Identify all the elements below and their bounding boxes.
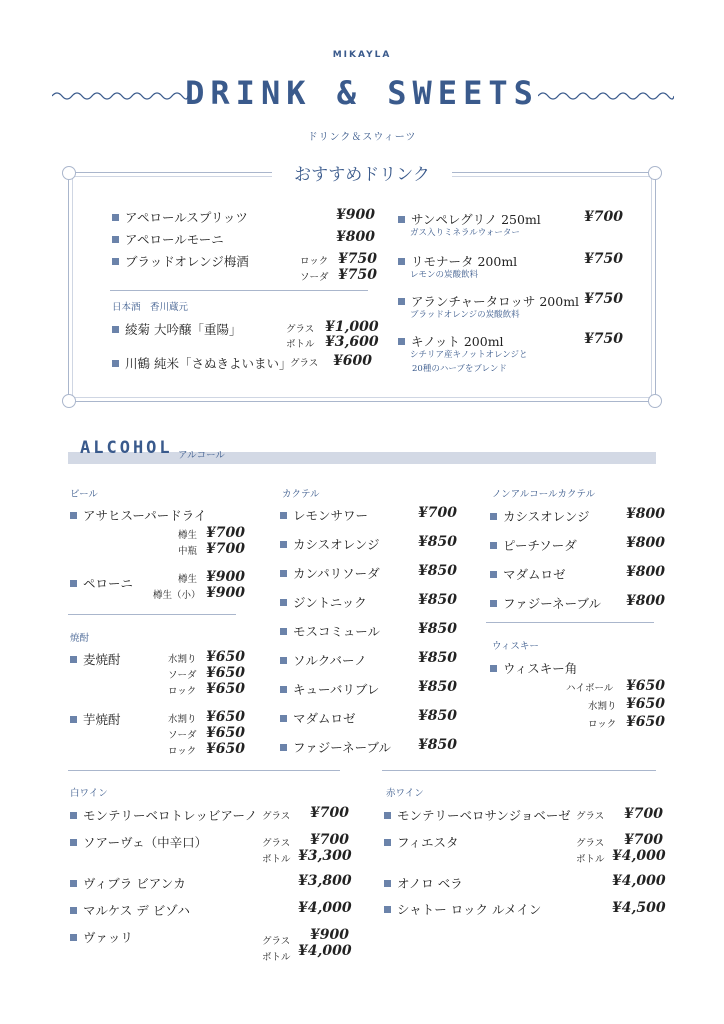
price: ¥650: [206, 709, 245, 725]
price: ¥4,500: [612, 900, 666, 916]
option-label: ロック: [168, 746, 197, 757]
price: ¥800: [626, 564, 665, 580]
list-item: シャトー ロック ルメイン: [384, 900, 541, 918]
option-label: 水割り: [588, 701, 617, 712]
bullet-square-icon: [280, 657, 287, 664]
price: ¥800: [626, 535, 665, 551]
list-item: ソアーヴェ（中辛口）: [70, 833, 207, 851]
price: ¥850: [418, 534, 457, 550]
price: ¥650: [626, 696, 665, 712]
brand-name: MIKAYLA: [332, 50, 392, 60]
bullet-square-icon: [70, 716, 77, 723]
bullet-square-icon: [70, 656, 77, 663]
wave-ornament-right: [538, 90, 674, 102]
alcohol-title: ALCOHOL: [80, 438, 173, 458]
price: ¥700: [624, 832, 663, 848]
divider: [486, 622, 654, 623]
list-item: ファジーネーブル: [490, 594, 601, 612]
bullet-square-icon: [384, 812, 391, 819]
price: ¥1,000: [325, 319, 379, 335]
bullet-square-icon: [280, 570, 287, 577]
option-label: 水割り: [168, 654, 197, 665]
price: ¥700: [206, 541, 245, 557]
list-item: ブラッドオレンジ梅酒: [112, 252, 249, 270]
price: ¥900: [206, 569, 245, 585]
list-item: カンパリソーダ: [280, 564, 380, 582]
list-item: 綾菊 大吟醸「重陽」: [112, 320, 241, 338]
bullet-square-icon: [70, 907, 77, 914]
price: ¥700: [584, 209, 623, 225]
category-label-red-wine: 赤ワイン: [386, 788, 424, 799]
price: ¥650: [626, 714, 665, 730]
option-label: ロック: [168, 686, 197, 697]
option-label: グラス: [262, 936, 291, 947]
list-item: サンペレグリノ 250ml: [398, 210, 541, 228]
option-label: ハイボール: [566, 683, 614, 694]
item-note: 20種のハーブをブレンド: [412, 364, 507, 374]
option-label: グラス: [576, 838, 605, 849]
price: ¥600: [333, 353, 372, 369]
list-item: キノット 200ml: [398, 332, 504, 350]
list-item: ソルクバーノ: [280, 651, 367, 669]
price: ¥4,000: [298, 943, 352, 959]
bullet-square-icon: [112, 236, 119, 243]
bullet-square-icon: [112, 360, 119, 367]
price: ¥850: [418, 563, 457, 579]
bullet-square-icon: [70, 812, 77, 819]
price: ¥850: [418, 650, 457, 666]
list-item: ファジーネーブル: [280, 738, 391, 756]
price: ¥800: [626, 506, 665, 522]
option-label: 樽生: [178, 530, 198, 541]
bullet-square-icon: [398, 338, 405, 345]
option-label: 中瓶: [178, 546, 198, 557]
list-item: ヴァッリ: [70, 928, 133, 946]
bullet-square-icon: [112, 214, 119, 221]
price: ¥700: [624, 806, 663, 822]
price: ¥750: [338, 267, 377, 283]
price: ¥750: [584, 251, 623, 267]
item-note: ガス入りミネラルウォーター: [410, 228, 520, 238]
price: ¥900: [310, 927, 349, 943]
list-item: モンテリーベロトレッビアーノ: [70, 806, 257, 824]
option-label: ボトル: [286, 339, 315, 350]
price: ¥3,600: [325, 334, 379, 350]
bullet-square-icon: [280, 715, 287, 722]
option-label: ソーダ: [168, 730, 197, 741]
category-label-white-wine: 白ワイン: [70, 788, 108, 799]
list-item: ペローニ: [70, 574, 133, 592]
bullet-square-icon: [70, 880, 77, 887]
price: ¥4,000: [612, 873, 666, 889]
list-item: 川鶴 純米「さぬきよいまい」: [112, 354, 291, 372]
price: ¥650: [206, 741, 245, 757]
bullet-square-icon: [398, 298, 405, 305]
bullet-square-icon: [490, 542, 497, 549]
item-note: シチリア産キノットオレンジと: [410, 350, 528, 360]
option-label: ソーダ: [168, 670, 197, 681]
bullet-square-icon: [490, 600, 497, 607]
frame-corner-ornament: [648, 166, 662, 180]
bullet-square-icon: [384, 906, 391, 913]
price: ¥900: [206, 585, 245, 601]
alcohol-subtitle: アルコール: [178, 450, 225, 461]
frame-corner-ornament: [648, 394, 662, 408]
price: ¥700: [206, 525, 245, 541]
bullet-square-icon: [398, 216, 405, 223]
price: ¥4,000: [298, 900, 352, 916]
option-label: ボトル: [262, 952, 291, 963]
bullet-square-icon: [70, 512, 77, 519]
list-item: アランチャータロッサ 200ml: [398, 292, 579, 310]
bullet-square-icon: [280, 686, 287, 693]
list-item: キューバリブレ: [280, 680, 379, 698]
bullet-square-icon: [280, 628, 287, 635]
divider: [68, 614, 236, 615]
list-item: マルケス デ ビゾハ: [70, 901, 190, 919]
frame-corner-ornament: [62, 394, 76, 408]
list-item: マダムロゼ: [490, 565, 566, 583]
bullet-square-icon: [112, 258, 119, 265]
price: ¥750: [584, 291, 623, 307]
bullet-square-icon: [490, 513, 497, 520]
bullet-square-icon: [490, 665, 497, 672]
category-label-whisky: ウィスキー: [492, 641, 539, 652]
price: ¥850: [418, 679, 457, 695]
divider: [68, 770, 340, 771]
price: ¥700: [310, 832, 349, 848]
list-item: ジントニック: [280, 593, 367, 611]
list-item: ヴィブラ ビアンカ: [70, 874, 186, 892]
option-label: ボトル: [576, 854, 605, 865]
price: ¥800: [336, 229, 375, 245]
item-note: ブラッドオレンジの炭酸飲料: [410, 310, 520, 320]
category-label-shochu: 焼酎: [70, 633, 90, 644]
price: ¥850: [418, 592, 457, 608]
list-item: ウィスキー角: [490, 659, 577, 677]
page-subtitle: ドリンク＆スウィーツ: [307, 132, 417, 143]
option-label: 樽生: [178, 574, 198, 585]
list-item: リモナータ 200ml: [398, 252, 517, 270]
option-label: ソーダ: [300, 272, 329, 283]
bullet-square-icon: [280, 744, 287, 751]
list-item: オノロ ベラ: [384, 874, 463, 892]
option-label: ボトル: [262, 854, 291, 865]
price: ¥3,300: [298, 848, 352, 864]
bullet-square-icon: [384, 880, 391, 887]
price: ¥700: [418, 505, 457, 521]
list-item: モンテリーベロサンジョベーゼ: [384, 806, 571, 824]
list-item: アペロールモーニ: [112, 230, 224, 248]
list-item: マダムロゼ: [280, 709, 356, 727]
price: ¥650: [626, 678, 665, 694]
bullet-square-icon: [280, 512, 287, 519]
price: ¥700: [310, 805, 349, 821]
price: ¥650: [206, 681, 245, 697]
list-item: 麦焼酎: [70, 650, 121, 668]
price: ¥900: [336, 207, 375, 223]
price: ¥4,000: [612, 848, 666, 864]
frame-corner-ornament: [62, 166, 76, 180]
list-item: アペロールスプリッツ: [112, 208, 248, 226]
option-label: 樽生（小）: [153, 590, 201, 601]
price: ¥650: [206, 649, 245, 665]
option-label: グラス: [262, 811, 291, 822]
list-item: カシスオレンジ: [280, 535, 380, 553]
bullet-square-icon: [280, 599, 287, 606]
bullet-square-icon: [490, 571, 497, 578]
category-label-beer: ビール: [70, 489, 98, 500]
category-label-nonalcohol: ノンアルコールカクテル: [492, 489, 596, 500]
recommended-title: おすすめドリンク: [294, 165, 430, 185]
price: ¥800: [626, 593, 665, 609]
option-label: ロック: [300, 256, 329, 267]
option-label: ロック: [588, 719, 617, 730]
divider: [382, 770, 656, 771]
list-item: モスコミュール: [280, 622, 380, 640]
category-label-sake: 日本酒 香川蔵元: [112, 302, 189, 313]
bullet-square-icon: [70, 934, 77, 941]
category-label-cocktail: カクテル: [282, 489, 320, 500]
price: ¥850: [418, 708, 457, 724]
item-note: レモンの炭酸飲料: [410, 270, 479, 280]
price: ¥650: [206, 725, 245, 741]
bullet-square-icon: [70, 839, 77, 846]
bullet-square-icon: [112, 326, 119, 333]
price: ¥750: [338, 251, 377, 267]
bullet-square-icon: [384, 839, 391, 846]
divider: [110, 290, 368, 291]
list-item: ピーチソーダ: [490, 536, 577, 554]
list-item: レモンサワー: [280, 506, 368, 524]
option-label: グラス: [576, 811, 605, 822]
price: ¥750: [584, 331, 623, 347]
price: ¥850: [418, 737, 457, 753]
list-item: フィエスタ: [384, 833, 459, 851]
option-label: グラス: [286, 324, 315, 335]
bullet-square-icon: [70, 580, 77, 587]
option-label: 水割り: [168, 714, 197, 725]
list-item: 芋焼酎: [70, 710, 121, 728]
option-label: グラス: [290, 358, 319, 369]
list-item: カシスオレンジ: [490, 507, 590, 525]
price: ¥650: [206, 665, 245, 681]
price: ¥3,800: [298, 873, 352, 889]
bullet-square-icon: [280, 541, 287, 548]
list-item: アサヒスーパードライ: [70, 506, 206, 524]
page-title: DRINK & SWEETS: [185, 74, 539, 112]
option-label: グラス: [262, 838, 291, 849]
bullet-square-icon: [398, 258, 405, 265]
price: ¥850: [418, 621, 457, 637]
